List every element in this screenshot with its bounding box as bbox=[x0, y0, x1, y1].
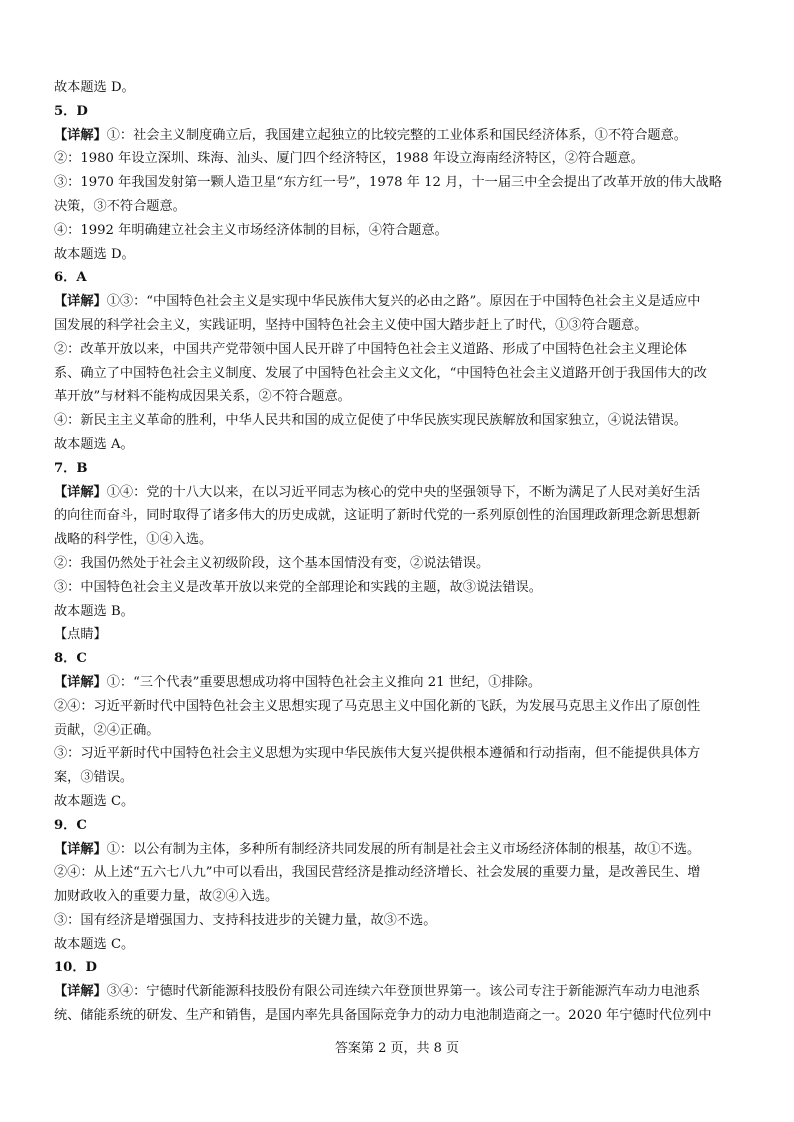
text-line: 故本题选 A。 bbox=[54, 436, 134, 452]
detail-tag: 【详解】 bbox=[54, 127, 107, 143]
detail-text: ①：“三个代表”重要思想成功将中国特色社会主义推向 21 世纪，①排除。 bbox=[106, 674, 542, 690]
question-number: 8．C bbox=[54, 651, 87, 667]
question-number: 6．A bbox=[54, 270, 87, 286]
question-number: 10．D bbox=[54, 960, 97, 976]
text-line: ③：中国特色社会主义是改革开放以来党的全部理论和实践的主题，故③说法错误。 bbox=[54, 579, 542, 595]
page-footer: 答案第 2 页，共 8 页 bbox=[334, 1041, 460, 1056]
text-line: 国发展的科学社会主义，实践证明，坚持中国特色社会主义使中国大踏步赶上了时代，①③符合题意。 bbox=[54, 317, 648, 333]
text-line: 的向往而奋斗，同时取得了诸多伟大的历史成就，这证明了新时代党的一系列原创性的治国理政新理念新思想新 bbox=[54, 508, 701, 524]
text-line: 故本题选 D。 bbox=[54, 80, 135, 95]
text-line: 战略的科学性，①④入选。 bbox=[54, 532, 213, 548]
detail-text: ①④：党的十八大以来，在以习近平同志为核心的党中央的坚强领导下，不断为满足了人民对美好生活 bbox=[106, 484, 701, 500]
detail-line bbox=[54, 290, 740, 314]
question-number: 5．D bbox=[54, 103, 88, 119]
text-line: 【点睛】 bbox=[54, 627, 107, 643]
text-line: 贡献，②④正确。 bbox=[54, 722, 160, 738]
detail-line bbox=[54, 980, 740, 1004]
answer-text-body bbox=[54, 76, 740, 1028]
text-line: ③：1970 年我国发射第一颗人造卫星“东方红一号”，1978 年 12 月，十一届三中全会提出了改革开放的伟大战略 bbox=[54, 175, 723, 191]
text-line: 故本题选 C。 bbox=[54, 793, 135, 809]
text-line: ②④：从上述“五六七八九”中可以看出，我国民营经济是推动经济增长、社会发展的重要力量，是改善民生、增 bbox=[54, 865, 701, 881]
detail-text: ①：以公有制为主体，多种所有制经济共同发展的所有制是社会主义市场经济体制的根基，故①不选。 bbox=[106, 841, 701, 857]
detail-tag: 【详解】 bbox=[54, 984, 107, 1000]
text-line: ②：改革开放以来，中国共产党带领中国人民开辟了中国特色社会主义道路、形成了中国特色社会主义理论体 bbox=[54, 341, 687, 357]
text-line: ④：新民主主义革命的胜利，中华人民共和国的成立促使了中华民族实现民族解放和国家独立，④说法错误。 bbox=[54, 413, 687, 429]
detail-line bbox=[54, 671, 740, 695]
text-line: 故本题选 C。 bbox=[54, 936, 135, 952]
question-number: 9．C bbox=[54, 817, 87, 833]
text-line: 案，③错误。 bbox=[54, 770, 134, 786]
detail-text: ①③：“中国特色社会主义是实现中华民族伟大复兴的必由之路”。原因在于中国特色社会主义是适应中 bbox=[106, 294, 701, 310]
text-line: ④：1992 年明确建立社会主义市场经济体制的目标，④符合题意。 bbox=[54, 222, 448, 238]
detail-tag: 【详解】 bbox=[54, 484, 107, 500]
text-line: ②：我国仍然处于社会主义初级阶段，这个基本国情没有变，②说法错误。 bbox=[54, 555, 490, 571]
text-line: 革开放”与材料不能构成因果关系，②不符合题意。 bbox=[54, 389, 351, 405]
text-line: ③：习近平新时代中国特色社会主义思想为实现中华民族伟大复兴提供根本遵循和行动指南，但不能提供具体方 bbox=[54, 746, 701, 762]
detail-tag: 【详解】 bbox=[54, 294, 107, 310]
text-line: 故本题选 B。 bbox=[54, 603, 134, 619]
text-line: 统、储能系统的研发、生产和销售，是国内率先具备国际竞争力的动力电池制造商之一。2020 年宁德时代位列中 bbox=[54, 1008, 712, 1024]
detail-tag: 【详解】 bbox=[54, 841, 107, 857]
text-line: 系、确立了中国特色社会主义制度、发展了中国特色社会主义文化，“中国特色社会主义道路开创于我国伟大的改 bbox=[54, 365, 707, 381]
question-number: 7．B bbox=[54, 460, 88, 476]
text-line: ②：1980 年设立深圳、珠海、汕头、厦门四个经济特区，1988 年设立海南经济特区，②符合题意。 bbox=[54, 151, 644, 167]
detail-text: ③④：宁德时代新能源科技股份有限公司连续六年登顶世界第一。该公司专注于新能源汽车动力电池系 bbox=[106, 984, 701, 1000]
text-line: 决策，③不符合题意。 bbox=[54, 198, 186, 214]
text-line: ③：国有经济是增强国力、支持科技进步的关键力量，故③不选。 bbox=[54, 912, 437, 928]
text-line: 加财政收入的重要力量，故②④入选。 bbox=[54, 889, 279, 905]
detail-line bbox=[54, 124, 740, 148]
detail-line bbox=[54, 481, 740, 505]
detail-line bbox=[54, 838, 740, 862]
text-line: 故本题选 D。 bbox=[54, 246, 135, 262]
text-line: ②④：习近平新时代中国特色社会主义思想实现了马克思主义中国化新的飞跃，为发展马克思主义作出了原创性 bbox=[54, 698, 701, 714]
detail-text: ①：社会主义制度确立后，我国建立起独立的比较完整的工业体系和国民经济体系，①不符合题意。 bbox=[106, 127, 687, 143]
detail-tag: 【详解】 bbox=[54, 674, 107, 690]
